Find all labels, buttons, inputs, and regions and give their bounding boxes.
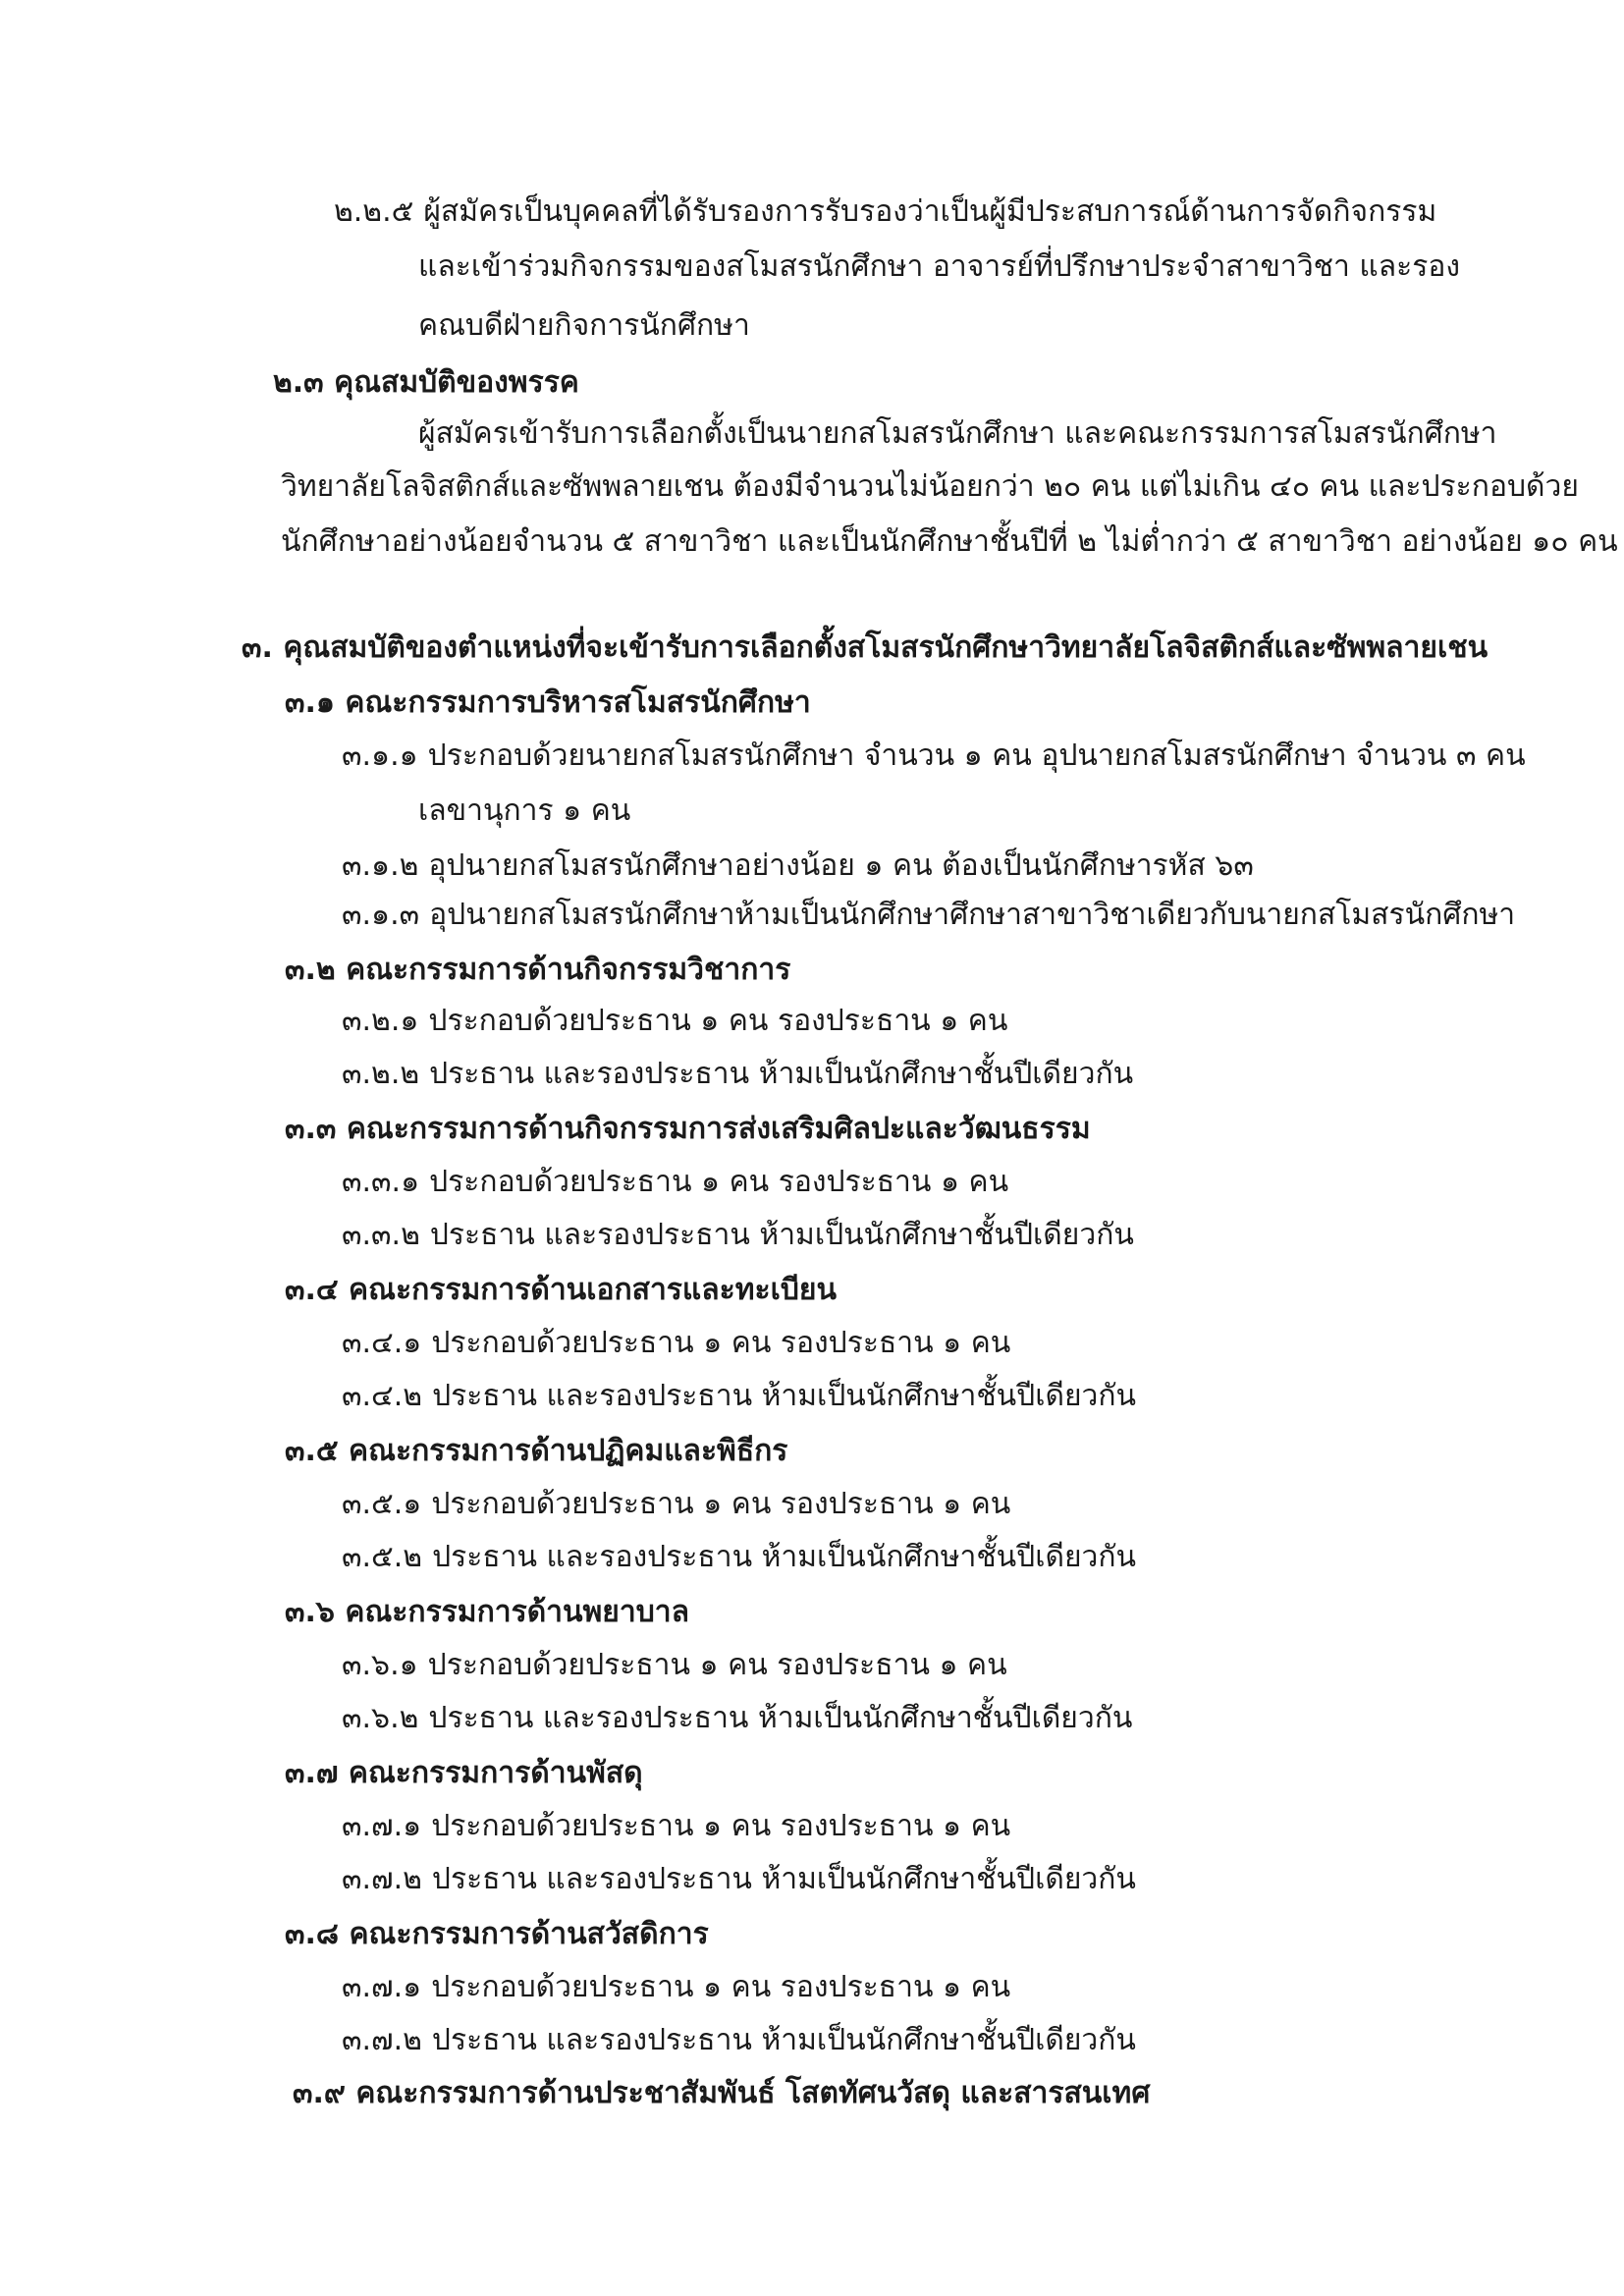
item-number: ๓.๓.๑ bbox=[342, 1165, 420, 1199]
item-text: อุปนายกสโมสรนักศึกษาอย่างน้อย ๑ คน ต้องเป็นนักศึกษารหัส ๖๓ bbox=[428, 848, 1254, 883]
item-text: ประกอบด้วยนายกสโมสรนักศึกษา จำนวน ๑ คน อุปนายกสโมสรนักศึกษา จำนวน ๓ คน bbox=[427, 738, 1526, 773]
item-number: ๓.๗.๑ bbox=[342, 1970, 422, 2004]
item-text: ประกอบด้วยประธาน ๑ คน รองประธาน ๑ คน bbox=[429, 1165, 1009, 1199]
item-3-4-1 bbox=[342, 1326, 1010, 1361]
item-2-2-5-line-3: คณบดีฝ่ายกิจการนักศึกษา bbox=[418, 308, 750, 343]
item-number: ๓.๑.๓ bbox=[342, 898, 420, 932]
item-text: ประกอบด้วยประธาน ๑ คน รองประธาน ๑ คน bbox=[427, 1648, 1007, 1682]
item-3-8-2 bbox=[342, 2023, 1136, 2058]
item-text: ประกอบด้วยประธาน ๑ คน รองประธาน ๑ คน bbox=[431, 1809, 1011, 1843]
item-number: ๓.๗.๑ bbox=[342, 1809, 422, 1843]
section-2-3-paragraph-line-2: วิทยาลัยโลจิสติกส์และซัพพลายเชน ต้องมีจำนวนไม่น้อยกว่า ๒๐ คน แต่ไม่เกิน ๔๐ คน และประกอบด้วย bbox=[281, 469, 1579, 504]
item-3-1-2 bbox=[342, 848, 1254, 884]
item-3-8-1 bbox=[342, 1970, 1010, 2005]
section-3-2-heading: ๓.๒ คณะกรรมการด้านกิจกรรมวิชาการ bbox=[285, 953, 791, 987]
item-3-4-2 bbox=[342, 1379, 1136, 1414]
item-3-5-1 bbox=[342, 1487, 1010, 1522]
item-number: ๒.๒.๕ bbox=[334, 194, 414, 229]
item-text: ประกอบด้วยประธาน ๑ คน รองประธาน ๑ คน bbox=[431, 1487, 1011, 1521]
item-3-1-1 bbox=[342, 738, 1526, 774]
item-number: ๓.๒.๒ bbox=[342, 1057, 420, 1091]
section-3-9-heading: ๓.๙ คณะกรรมการด้านประชาสัมพันธ์ โสตทัศนวัสดุ และสารสนเทศ bbox=[293, 2076, 1151, 2110]
item-text: อุปนายกสโมสรนักศึกษาห้ามเป็นนักศึกษาศึกษาสาขาวิชาเดียวกับนายกสโมสรนักศึกษา bbox=[429, 898, 1516, 932]
item-3-1-1-line-2: เลขานุการ ๑ คน bbox=[418, 793, 631, 828]
section-2-3-paragraph-line-3: นักศึกษาอย่างน้อยจำนวน ๕ สาขาวิชา และเป็นนักศึกษาชั้นปีที่ ๒ ไม่ต่ำกว่า ๕ สาขาวิชา อย่างน้อย ๑๐ คน bbox=[281, 524, 1618, 559]
section-3-1-heading: ๓.๑ คณะกรรมการบริหารสโมสรนักศึกษา bbox=[285, 685, 811, 720]
item-text: ประกอบด้วยประธาน ๑ คน รองประธาน ๑ คน bbox=[428, 1004, 1008, 1038]
item-number: ๓.๖.๒ bbox=[342, 1701, 419, 1735]
item-number: ๓.๗.๒ bbox=[342, 1862, 422, 1896]
item-3-5-2 bbox=[342, 1540, 1136, 1575]
item-3-1-3 bbox=[342, 898, 1515, 933]
item-number: ๓.๔.๒ bbox=[342, 1379, 423, 1413]
item-text: ประธาน และรองประธาน ห้ามเป็นนักศึกษาชั้นปีเดียวกัน bbox=[432, 1379, 1137, 1413]
item-text: ประกอบด้วยประธาน ๑ คน รองประธาน ๑ คน bbox=[431, 1326, 1011, 1360]
item-number: ๓.๑.๒ bbox=[342, 848, 419, 883]
item-3-6-1 bbox=[342, 1648, 1007, 1683]
item-number: ๓.๗.๒ bbox=[342, 2023, 422, 2057]
section-3-4-heading: ๓.๔ คณะกรรมการด้านเอกสารและทะเบียน bbox=[285, 1273, 838, 1307]
item-2-2-5-line-2: และเข้าร่วมกิจกรรมของสโมสรนักศึกษา อาจารย์ที่ปรึกษาประจำสาขาวิชา และรอง bbox=[418, 249, 1461, 284]
item-3-6-2 bbox=[342, 1701, 1132, 1736]
item-3-7-2 bbox=[342, 1862, 1136, 1897]
item-3-7-1 bbox=[342, 1809, 1010, 1844]
item-number: ๓.๖.๑ bbox=[342, 1648, 418, 1682]
item-text: ประธาน และรองประธาน ห้ามเป็นนักศึกษาชั้นปีเดียวกัน bbox=[431, 1862, 1136, 1896]
section-3-7-heading: ๓.๗ คณะกรรมการด้านพัสดุ bbox=[285, 1756, 643, 1790]
item-text: ผู้สมัครเป็นบุคคลที่ได้รับรองการรับรองว่าเป็นผู้มีประสบการณ์ด้านการจัดกิจกรรม bbox=[423, 194, 1437, 229]
item-3-3-1 bbox=[342, 1165, 1008, 1200]
section-3-6-heading: ๓.๖ คณะกรรมการด้านพยาบาล bbox=[285, 1595, 690, 1629]
item-text: ประธาน และรองประธาน ห้ามเป็นนักศึกษาชั้นปีเดียวกัน bbox=[431, 2023, 1136, 2057]
section-3-3-heading: ๓.๓ คณะกรรมการด้านกิจกรรมการส่งเสริมศิลปะและวัฒนธรรม bbox=[285, 1112, 1091, 1146]
item-3-3-2 bbox=[342, 1218, 1134, 1253]
section-3-8-heading: ๓.๘ คณะกรรมการด้านสวัสดิการ bbox=[285, 1917, 709, 1951]
item-number: ๓.๕.๒ bbox=[342, 1540, 423, 1574]
section-2-3-heading: ๒.๓ คุณสมบัติของพรรค bbox=[273, 365, 579, 400]
item-number: ๓.๓.๒ bbox=[342, 1218, 420, 1252]
item-text: ประธาน และรองประธาน ห้ามเป็นนักศึกษาชั้นปีเดียวกัน bbox=[429, 1057, 1134, 1091]
item-number: ๓.๒.๑ bbox=[342, 1004, 419, 1038]
item-3-2-1 bbox=[342, 1004, 1007, 1039]
item-number: ๓.๔.๑ bbox=[342, 1326, 422, 1360]
item-3-2-2 bbox=[342, 1057, 1133, 1092]
section-3-heading: ๓. คุณสมบัติของตำแหน่งที่จะเข้ารับการเลือกตั้งสโมสรนักศึกษาวิทยาลัยโลจิสติกส์และซัพพลายเชน bbox=[242, 630, 1489, 665]
section-3-5-heading: ๓.๕ คณะกรรมการด้านปฏิคมและพิธีกร bbox=[285, 1434, 788, 1468]
item-number: ๓.๕.๑ bbox=[342, 1487, 422, 1521]
item-text: ประธาน และรองประธาน ห้ามเป็นนักศึกษาชั้นปีเดียวกัน bbox=[428, 1701, 1133, 1735]
item-number: ๓.๑.๑ bbox=[342, 738, 418, 773]
section-2-3-paragraph-line-1: ผู้สมัครเข้ารับการเลือกตั้งเป็นนายกสโมสรนักศึกษา และคณะกรรมการสโมสรนักศึกษา bbox=[418, 416, 1497, 451]
item-text: ประกอบด้วยประธาน ๑ คน รองประธาน ๑ คน bbox=[431, 1970, 1011, 2004]
item-text: ประธาน และรองประธาน ห้ามเป็นนักศึกษาชั้นปีเดียวกัน bbox=[432, 1540, 1137, 1574]
item-2-2-5-line-1 bbox=[334, 194, 1436, 230]
item-text: ประธาน และรองประธาน ห้ามเป็นนักศึกษาชั้นปีเดียวกัน bbox=[429, 1218, 1134, 1252]
